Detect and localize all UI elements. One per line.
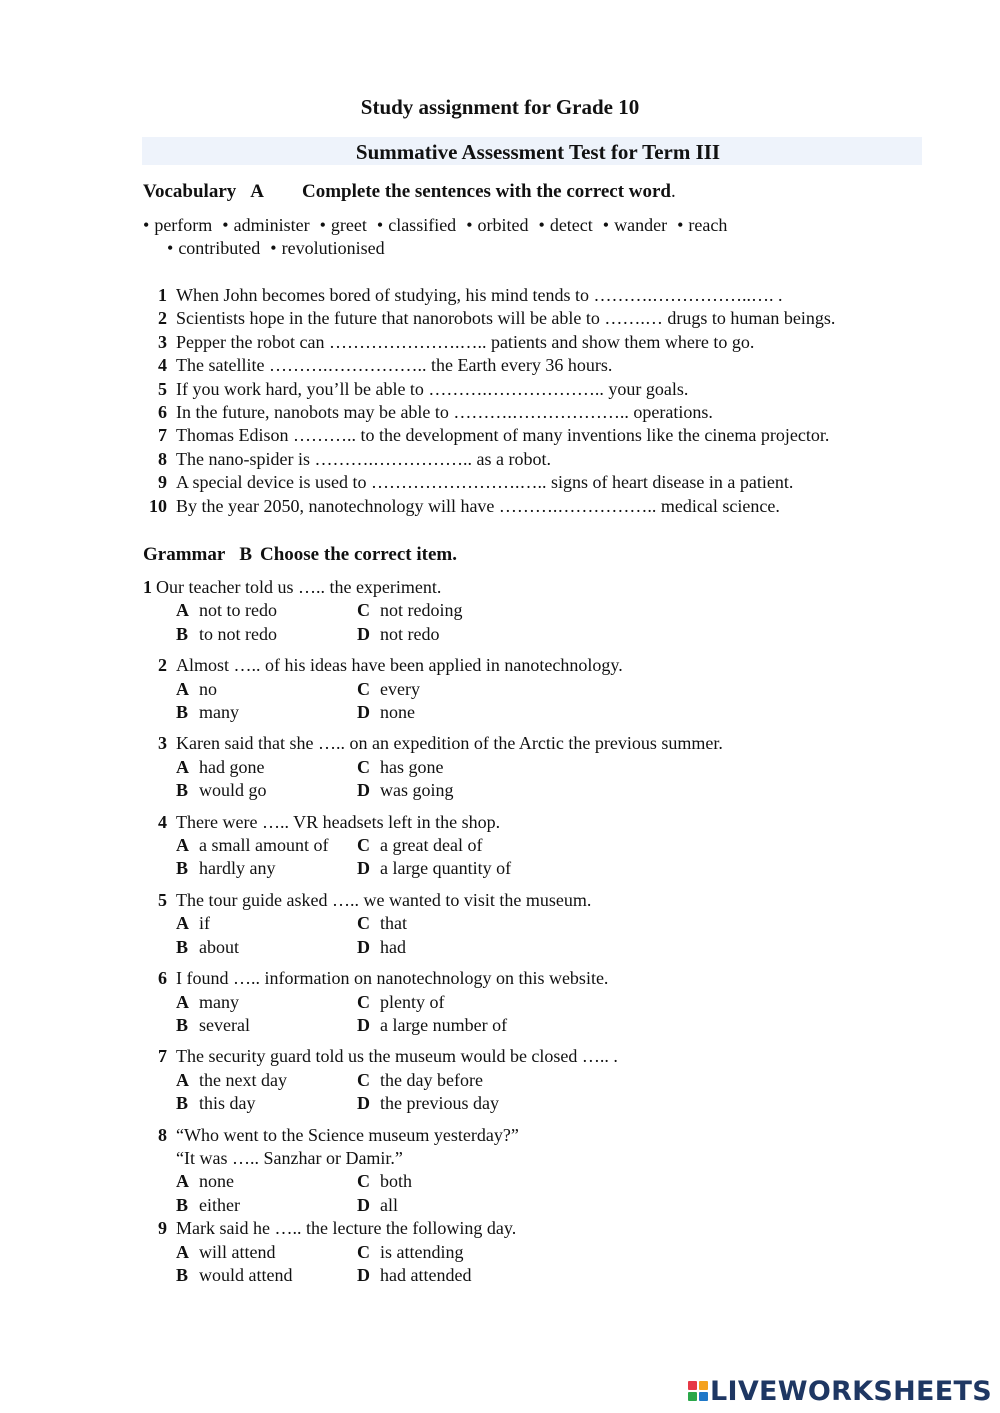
option-text: not redoing <box>380 600 463 621</box>
item-number: 7 <box>158 425 167 446</box>
word-bank <box>143 214 823 260</box>
question-text: Almost ….. of his ideas have been applied in nanotechnology. <box>176 655 623 676</box>
option-b <box>176 1194 357 1217</box>
vocabulary-item <box>143 471 943 494</box>
question-line <box>143 889 943 912</box>
option-d <box>357 1092 657 1115</box>
logo-icon <box>688 1381 708 1401</box>
option-a <box>176 834 357 857</box>
answer-options <box>143 599 943 646</box>
question-number: 4 <box>158 811 167 832</box>
question-text: The security guard told us the museum would be closed ….. . <box>176 1046 618 1067</box>
question-line <box>143 1217 943 1240</box>
word-bank-item: • greet <box>320 215 367 235</box>
item-text: If you work hard, you’ll be able to ……….……………….. your goals. <box>176 378 689 399</box>
option-b <box>176 857 357 880</box>
answer-options <box>143 756 943 803</box>
grammar-question <box>143 576 943 646</box>
item-text: In the future, nanobots may be able to ……….……………….. operations. <box>176 402 713 423</box>
item-text: Scientists hope in the future that nanorobots will be able to …….… drugs to human beings. <box>176 308 836 329</box>
question-number: 3 <box>158 733 167 754</box>
option-letter: A <box>176 678 189 699</box>
option-letter: B <box>176 858 189 879</box>
option-letter: C <box>357 1171 370 1192</box>
option-letter: A <box>176 1241 189 1262</box>
word-bank-item: • detect <box>539 215 593 235</box>
answer-options <box>143 834 943 881</box>
word-bank-item: • administer <box>222 215 309 235</box>
option-text: would go <box>199 780 267 801</box>
option-letter: B <box>176 702 189 723</box>
option-b <box>176 1014 357 1037</box>
option-c <box>357 599 657 622</box>
vocabulary-item <box>143 331 943 354</box>
answer-options <box>143 1170 943 1217</box>
option-text: had <box>380 936 406 957</box>
option-text: none <box>199 1171 234 1192</box>
option-text: many <box>199 702 239 723</box>
option-letter: B <box>176 1264 189 1285</box>
item-text: The satellite ……….…………….. the Earth every 36 hours. <box>176 355 613 376</box>
option-text: about <box>199 936 239 957</box>
question-text: “Who went to the Science museum yesterday?” <box>176 1124 519 1145</box>
option-letter: C <box>357 835 370 856</box>
option-c <box>357 1241 657 1264</box>
option-c <box>357 1069 657 1092</box>
question-number: 9 <box>158 1218 167 1239</box>
question-line <box>143 1045 943 1068</box>
option-text: has gone <box>380 756 444 777</box>
option-text: had attended <box>380 1264 472 1285</box>
option-letter: A <box>176 991 189 1012</box>
option-letter: D <box>357 623 370 644</box>
question-line <box>143 576 943 599</box>
option-b <box>176 779 357 802</box>
grammar-question <box>143 1045 943 1115</box>
option-letter: C <box>357 1241 370 1262</box>
word-bank-item: • revolutionised <box>270 238 384 258</box>
question-text: Our teacher told us ….. the experiment. <box>156 577 442 597</box>
option-d <box>357 779 657 802</box>
vocabulary-item <box>143 495 943 518</box>
logo-square <box>699 1392 708 1401</box>
option-letter: C <box>357 756 370 777</box>
logo-square <box>688 1381 697 1390</box>
liveworksheets-logo <box>688 1376 992 1406</box>
question-number: 2 <box>158 655 167 676</box>
option-letter: B <box>176 1194 189 1215</box>
logo-text: LIVEWORKSHEETS <box>709 1375 992 1407</box>
question-text: The tour guide asked ….. we wanted to visit the museum. <box>176 889 592 910</box>
option-letter: A <box>176 600 189 621</box>
option-letter: D <box>357 858 370 879</box>
option-letter: B <box>176 1093 189 1114</box>
item-number: 8 <box>158 448 167 469</box>
word-bank-item: • reach <box>677 215 727 235</box>
option-letter: A <box>176 756 189 777</box>
option-a <box>176 756 357 779</box>
item-number: 3 <box>158 331 167 352</box>
word-bank-item: • contributed <box>167 238 260 258</box>
option-text: this day <box>199 1093 256 1114</box>
option-text: both <box>380 1171 413 1192</box>
option-text: not redo <box>380 623 440 644</box>
option-a <box>176 1069 357 1092</box>
option-letter: D <box>357 780 370 801</box>
option-d <box>357 701 657 724</box>
option-c <box>357 756 657 779</box>
option-text: is attending <box>380 1241 464 1262</box>
option-letter: A <box>176 1171 189 1192</box>
option-d <box>357 623 657 646</box>
option-text: either <box>199 1194 240 1215</box>
question-line <box>143 1124 943 1147</box>
option-text: will attend <box>199 1241 276 1262</box>
question-text: I found ….. information on nanotechnology on this website. <box>176 968 609 989</box>
grammar-instruction: Choose the correct item. <box>260 544 457 565</box>
grammar-question <box>143 654 943 724</box>
option-letter: A <box>176 835 189 856</box>
option-text: plenty of <box>380 991 445 1012</box>
grammar-label: Grammar <box>143 544 226 565</box>
answer-options <box>143 991 943 1038</box>
item-number: 1 <box>158 285 167 305</box>
question-line <box>143 732 943 755</box>
word-bank-row <box>143 237 823 260</box>
vocabulary-item <box>143 401 943 424</box>
option-b <box>176 701 357 724</box>
word-bank-item: • wander <box>603 215 667 235</box>
grammar-questions <box>143 576 943 1295</box>
option-a <box>176 991 357 1014</box>
option-text: a large quantity of <box>380 858 512 879</box>
option-letter: B <box>176 623 189 644</box>
question-line <box>143 967 943 990</box>
option-text: a small amount of <box>199 835 329 856</box>
word-bank-row <box>143 214 823 237</box>
question-text: Karen said that she ….. on an expedition of the Arctic the previous summer. <box>176 733 723 754</box>
option-text: none <box>380 702 415 723</box>
question-number: 6 <box>158 968 167 989</box>
option-letter: A <box>176 1069 189 1090</box>
option-text: would attend <box>199 1264 293 1285</box>
question-number: 8 <box>158 1124 167 1145</box>
question-number: 1 <box>143 577 152 597</box>
option-d <box>357 1014 657 1037</box>
grammar-question <box>143 889 943 959</box>
vocabulary-item <box>143 448 943 471</box>
answer-options <box>143 1241 943 1288</box>
item-number: 2 <box>158 308 167 329</box>
grammar-letter: B <box>239 544 252 565</box>
option-letter: D <box>357 1264 370 1285</box>
instruction-period: . <box>671 181 676 202</box>
item-number: 9 <box>158 472 167 493</box>
option-b <box>176 1092 357 1115</box>
vocabulary-instruction: Complete the sentences with the correct word <box>302 181 671 202</box>
option-letter: D <box>357 1014 370 1035</box>
option-text: had gone <box>199 756 265 777</box>
vocabulary-list <box>143 284 943 518</box>
item-number: 6 <box>158 402 167 423</box>
option-text: that <box>380 913 407 934</box>
option-text: no <box>199 678 217 699</box>
grammar-question <box>143 967 943 1037</box>
option-text: was going <box>380 780 454 801</box>
option-c <box>357 912 657 935</box>
question-line <box>143 811 943 834</box>
option-d <box>357 857 657 880</box>
logo-square <box>699 1381 708 1390</box>
option-c <box>357 834 657 857</box>
question-number: 5 <box>158 889 167 910</box>
option-text: not to redo <box>199 600 277 621</box>
option-d <box>357 1194 657 1217</box>
item-text: By the year 2050, nanotechnology will have ……….…………….. medical science. <box>176 495 780 516</box>
vocabulary-item <box>143 354 943 377</box>
grammar-question <box>143 1124 943 1218</box>
option-b <box>176 936 357 959</box>
vocabulary-item <box>143 284 943 307</box>
option-text: all <box>380 1194 398 1215</box>
option-letter: C <box>357 913 370 934</box>
item-text: The nano-spider is ……….…………….. as a robot. <box>176 448 551 469</box>
option-letter: C <box>357 1069 370 1090</box>
vocabulary-item <box>143 307 943 330</box>
option-letter: D <box>357 936 370 957</box>
grammar-question <box>143 1217 943 1287</box>
vocabulary-letter: A <box>250 181 264 202</box>
question-number: 7 <box>158 1046 167 1067</box>
option-a <box>176 599 357 622</box>
option-text: the day before <box>380 1069 483 1090</box>
word-bank-item: • orbited <box>466 215 528 235</box>
option-text: several <box>199 1014 250 1035</box>
answer-options <box>143 1069 943 1116</box>
item-text: When John becomes bored of studying, his mind tends to ……….……………..…. . <box>176 285 783 305</box>
option-text: many <box>199 991 239 1012</box>
item-text: Thomas Edison ……….. to the development of many inventions like the cinema projector. <box>176 425 830 446</box>
question-line <box>143 654 943 677</box>
option-text: to not redo <box>199 623 277 644</box>
word-bank-item: • perform <box>143 215 212 235</box>
option-letter: A <box>176 913 189 934</box>
option-letter: D <box>357 1194 370 1215</box>
option-letter: B <box>176 936 189 957</box>
item-text: A special device is used to …………………….….. signs of heart disease in a patient. <box>176 472 794 493</box>
page-subtitle: Summative Assessment Test for Term III <box>355 140 721 164</box>
option-text: the next day <box>199 1069 287 1090</box>
question-text: There were ….. VR headsets left in the shop. <box>176 811 501 832</box>
option-text: a large number of <box>380 1014 508 1035</box>
option-a <box>176 1241 357 1264</box>
item-number: 4 <box>158 355 167 376</box>
option-a <box>176 912 357 935</box>
vocabulary-heading <box>143 181 676 203</box>
option-a <box>176 678 357 701</box>
option-b <box>176 1264 357 1287</box>
logo-square <box>688 1392 697 1401</box>
question-text: Mark said he ….. the lecture the following day. <box>176 1218 517 1239</box>
option-c <box>357 678 657 701</box>
word-bank-item: • classified <box>377 215 456 235</box>
option-letter: C <box>357 600 370 621</box>
answer-options <box>143 912 943 959</box>
option-c <box>357 1170 657 1193</box>
item-text: Pepper the robot can ………………….….. patients and show them where to go. <box>176 331 755 352</box>
option-letter: D <box>357 1093 370 1114</box>
option-letter: C <box>357 991 370 1012</box>
option-text: every <box>380 678 420 699</box>
option-b <box>176 623 357 646</box>
option-text: hardly any <box>199 858 276 879</box>
page-title: Study assignment for Grade 10 <box>360 95 640 119</box>
option-text: if <box>199 913 210 934</box>
grammar-question <box>143 811 943 881</box>
option-text: a great deal of <box>380 835 483 856</box>
grammar-heading <box>143 544 457 566</box>
option-a <box>176 1170 357 1193</box>
answer-options <box>143 678 943 725</box>
option-letter: B <box>176 1014 189 1035</box>
vocabulary-label: Vocabulary <box>143 181 237 202</box>
option-letter: D <box>357 702 370 723</box>
question-text-continued: “It was ….. Sanzhar or Damir.” <box>176 1147 403 1168</box>
option-letter: C <box>357 678 370 699</box>
option-d <box>357 936 657 959</box>
option-d <box>357 1264 657 1287</box>
item-number: 10 <box>149 495 167 516</box>
vocabulary-item <box>143 424 943 447</box>
item-number: 5 <box>158 378 167 399</box>
option-letter: B <box>176 780 189 801</box>
vocabulary-item <box>143 378 943 401</box>
option-text: the previous day <box>380 1093 499 1114</box>
grammar-question <box>143 732 943 802</box>
option-c <box>357 991 657 1014</box>
